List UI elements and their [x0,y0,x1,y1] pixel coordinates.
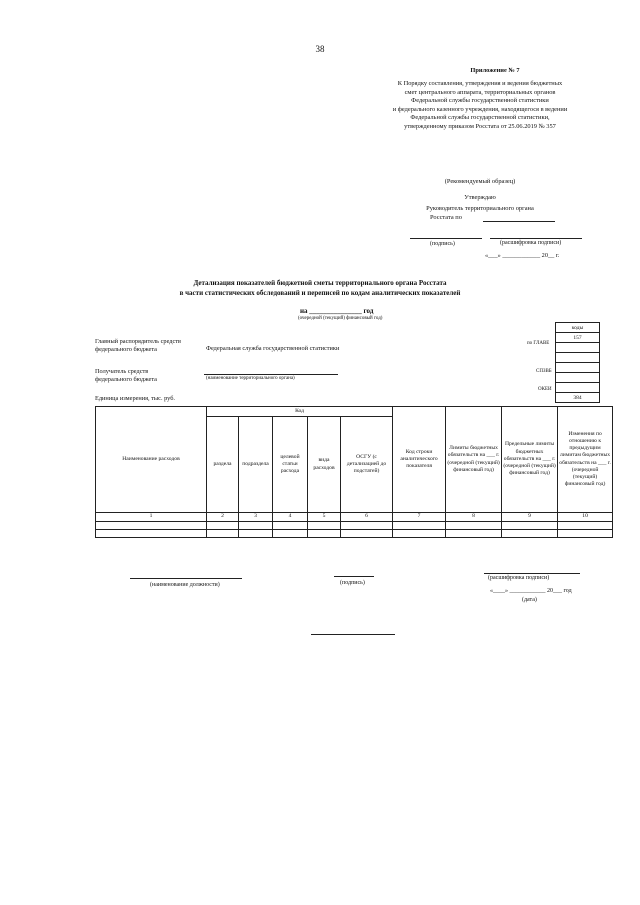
okei-label: ОКЕИ [538,387,552,392]
table-cell [96,522,207,530]
col-number: 8 [446,513,502,522]
header-cs: целевой статьи расхода [273,417,308,513]
appendix-title: Приложение № 7 [470,67,520,74]
header-name: Наименование расходов [96,407,207,513]
position-caption: (наименование должности) [150,582,220,588]
table-cell [96,530,207,538]
approval-signature-line [410,238,482,239]
header-razdel: раздела [207,417,239,513]
rosstat-in-label: Росстата по [430,214,462,221]
appendix-line: Федеральной службы государственной статистики [411,97,549,105]
approval-signature-caption: (подпись) [430,241,455,247]
appendix-lines [370,80,590,132]
table-cell [207,530,239,538]
appendix-line: утвержденному приказом Росстата от 25.06.2019 № 357 [404,122,556,130]
table-cell [393,522,446,530]
header-changes: Изменения по отношению к предыдущим лимитам бюджетных обязательств на ___ г. (очередной (текущий) финансовый год) [558,407,613,513]
page-number: 38 [315,44,325,54]
gr-label-line: федерального бюджета [95,346,157,353]
col-number: 9 [502,513,558,522]
table-cell [341,522,393,530]
title-line: в части статистических обследований и переписей по кодам аналитических показателей [179,289,461,297]
col-number: 5 [308,513,341,522]
approval-decoding-line [490,238,582,239]
head-label: Руководитель территориального органа [426,205,534,212]
recipient-caption: (наименование территориального органа) [206,376,295,381]
codes-empty-cell [556,373,600,383]
spzvb-value [556,363,600,373]
footer-line [311,634,395,635]
appendix-line: Федеральной службы государственной статистики, [410,114,550,122]
table-cell [239,522,273,530]
position-line [130,578,242,579]
gr-label-line: Главный распорядитель средств [95,338,182,345]
table-cell [502,530,558,538]
gr-value: Федеральная служба государственной статистики [206,345,340,352]
col-number: 2 [207,513,239,522]
header-podrazdel: подраздела [239,417,273,513]
col-number: 7 [393,513,446,522]
table-cell [446,530,502,538]
title-line: Детализация показателей бюджетной сметы территориального органа Росстата [193,279,447,287]
signature-caption: (подпись) [340,580,365,586]
spzvb-label: СПЗВБ [536,369,552,374]
decoding-caption: (расшифровка подписи) [488,575,550,581]
header-analytic: Код строки аналитического показателя [393,407,446,513]
unit-label: Единица измерения, тыс. руб. [95,395,176,402]
col-number: 10 [558,513,613,522]
header-code-group: Код [207,407,393,417]
table-cell [273,530,308,538]
table-cell [558,530,613,538]
recipient-label [95,368,157,384]
codes-empty-cell [556,383,600,393]
recipient-line [204,374,338,375]
glava-label: по ГЛАВЕ [527,341,550,346]
table-cell [446,522,502,530]
glava-value: 157 [556,333,600,343]
table-cell [558,522,613,530]
sign-date: «____» ____________ 20___ год [490,588,572,594]
codes-empty-cell [556,353,600,363]
approval-decoding-caption: (расшифровка подписи) [500,240,562,246]
on-year-label: на _______________ год [300,307,374,315]
table-cell [239,530,273,538]
col-number: 1 [96,513,207,522]
date-caption: (дата) [522,597,537,603]
header-osgu: ОСГУ (с детализацией до подстатей) [341,417,393,513]
codes-empty-cell [556,343,600,353]
codes-header: коды [556,323,600,333]
table-cell [502,522,558,530]
col-number: 6 [341,513,393,522]
table-cell [273,522,308,530]
signature-line [334,576,374,577]
rosstat-region-line [483,221,555,222]
approval-date: «___» ____________ 20__ г. [485,252,560,259]
decoding-line [484,573,580,574]
approve-label: Утверждаю [464,194,496,201]
appendix-line: и федерального казенного учреждения, находящегося в ведении [392,105,568,113]
table-cell [308,522,341,530]
document-title [120,278,520,298]
sample-note: (Рекомендуемый образец) [444,178,516,185]
table-cell [207,522,239,530]
recipient-label-line: Получатель средств [95,368,149,375]
col-number: 3 [239,513,273,522]
okei-value: 384 [556,393,600,403]
main-table [95,406,613,538]
recipient-label-line: федерального бюджета [95,376,157,383]
table-cell [341,530,393,538]
codes-table [555,322,600,403]
gr-label [95,338,181,354]
appendix-line: К Порядку составления, утверждения и ведения бюджетных [397,80,563,87]
year-caption: (очередной (текущий) финансовый год) [298,316,383,321]
table-cell [308,530,341,538]
table-cell [393,530,446,538]
header-predicted: Предельные лимиты бюджетных обязательств на ___ г. (очередной (текущий) финансовый год) [502,407,558,513]
header-vr: вида расходов [308,417,341,513]
col-number: 4 [273,513,308,522]
header-limits: Лимиты бюджетных обязательств на ___ г. (очередной (текущий) финансовый год) [446,407,502,513]
appendix-line: смет центрального аппарата, территориальных органов [404,88,556,96]
